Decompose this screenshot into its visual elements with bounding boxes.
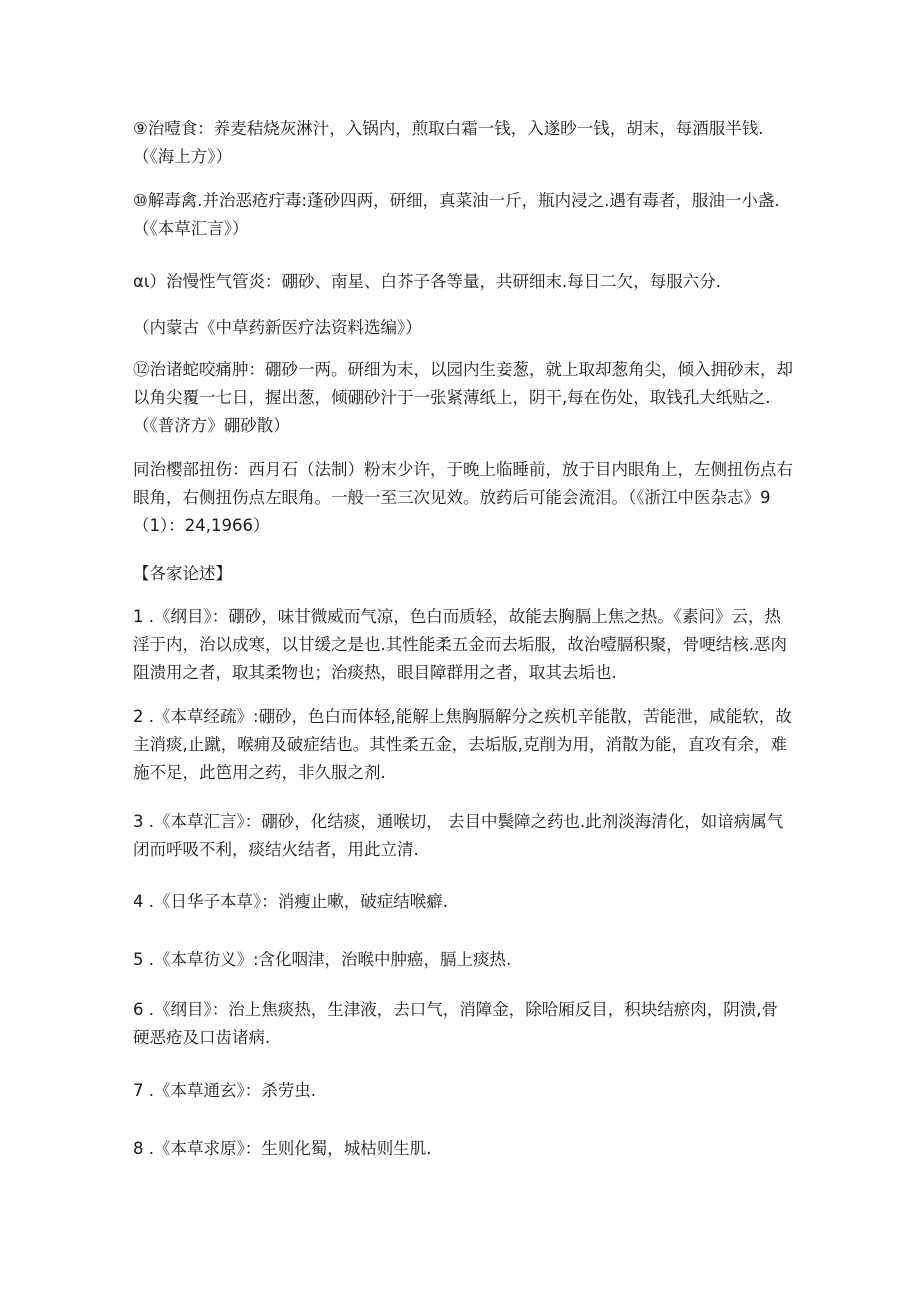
paragraph-9: ⑨治噎食：养麦秸烧灰淋汁，入锅内，煎取白霜一钱，入遂眇一钱，胡末，每酒服半钱.（《海上方》） bbox=[133, 119, 764, 166]
discussion-item-4: 4 .《日华子本草》：消瘦止嗽，破症结喉癖. bbox=[133, 892, 448, 911]
paragraph-10: ⑩解毒禽.并治恶疮疔毒:蓬砂四两，研细，真菜油一斤，瓶内浸之.遇有毒者，服油一小盏.（《本草汇言》） bbox=[133, 191, 780, 238]
discussion-item-2: 2 .《本草经疏》:硼砂，色白而体轻,能解上焦胸膈解分之疾机辛能散，苦能泄，咸能软，故主消痰,止蹴，喉痈及破症结也。其性柔五金，去垢版,克削为用，消散为能，直攻有余，难施不足，此笆用之药，非久服之剂. bbox=[133, 707, 792, 782]
paragraph-12: ⑫治诸蛇咬痛肿：硼砂一两。研细为末，以园内生妾葱，就上取却葱角尖，倾入拥砂末，却以角尖覆一七日，握出葱，倾硼砂汁于一张紧薄纸上，阴干,每在伤处，取钱孔大纸贴之.（《普济方》硼砂散） bbox=[133, 360, 793, 435]
paragraph-11: αι）治慢性气管炎：硼砂、南星、白芥子各等量，共研细末.每日二欠，每服六分. bbox=[133, 272, 721, 291]
discussion-item-6: 6 .《纲目》：治上焦痰热，生津液，去口气，消障金，除哈厢反目，积块结瘀肉，阴溃,骨硬恶疮及口齿诸病. bbox=[133, 1000, 778, 1047]
discussion-item-3: 3 .《本草汇言》：硼砂，化结痰，通喉切， 去目中鬓障之药也.此剂淡海清化，如谙病属气闭而呼吸不利，痰结火结者，用此立清. bbox=[133, 812, 784, 859]
paragraph-sprain: 同治樱部扭伤：西月石（法制）粉末少许，于晚上临睡前，放于目内眼角上，左侧扭伤点右眼角，右侧扭伤点左眼角。一般一至三次见效。放药后可能会流泪。（《浙江中医杂志》9（1）：24,1966） bbox=[133, 460, 793, 535]
discussion-item-5: 5 .《本草彷义》:含化咽津，治喉中肿癌，膈上痰热. bbox=[133, 950, 512, 969]
discussion-item-1: 1 .《纲目》：硼砂，味甘微威而气凉，色白而质轻，故能去胸膈上焦之热。《素问》云，热淫于内，治以成寒，以甘缓之是也.其性能柔五金而去垢服，故治噎膈积聚，骨哽结核.恶肉阻溃用之者，取其柔物也；治痰热，眼目障群用之者，取其去垢也. bbox=[133, 607, 787, 682]
discussion-item-8: 8 .《本草求原》：生则化蜀，城枯则生肌. bbox=[133, 1139, 432, 1158]
discussion-item-7: 7 .《本草通玄》：杀劳虫. bbox=[133, 1081, 316, 1100]
paragraph-11-source: （内蒙古《中草药新医疗法资料选编》） bbox=[133, 318, 422, 337]
section-heading: 【各家论述】 bbox=[133, 564, 232, 583]
